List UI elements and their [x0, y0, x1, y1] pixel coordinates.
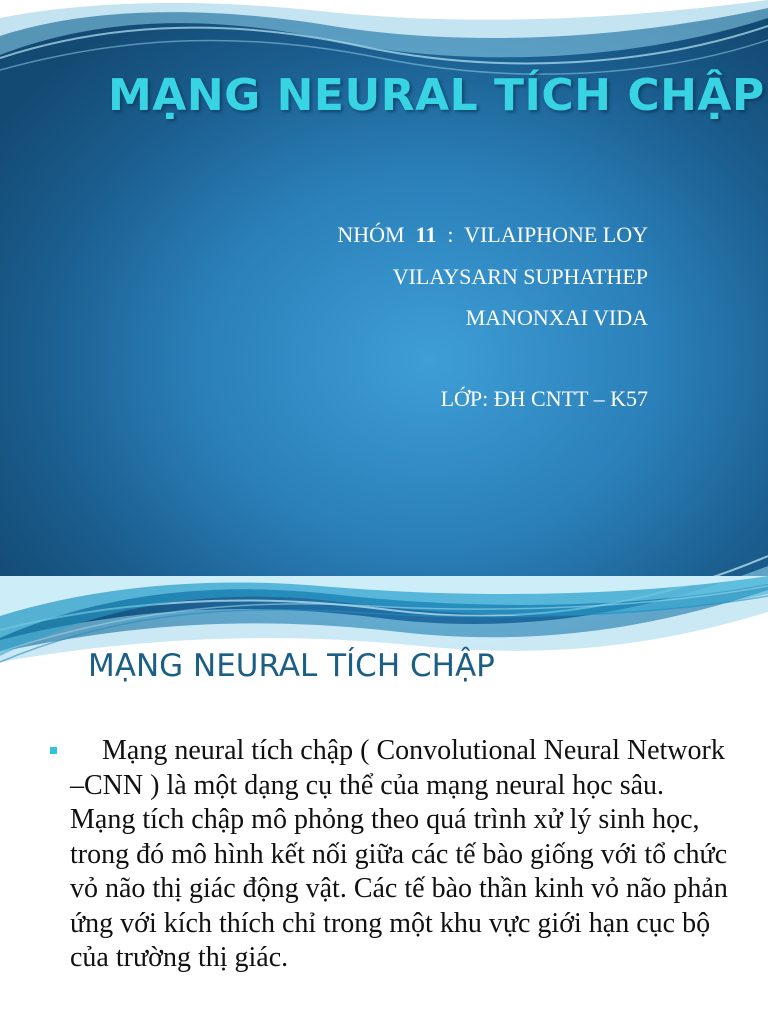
bullet-paragraph	[70, 734, 730, 976]
member-name: VILAYSARN SUPHATHEP	[392, 264, 648, 289]
group-line	[337, 222, 648, 248]
class-line: LỚP: ĐH CNTT – K57	[440, 386, 648, 411]
content-slide	[0, 576, 768, 1024]
slide-title: MẠNG NEURAL TÍCH CHẬP	[108, 70, 765, 121]
group-separator: :	[447, 222, 454, 247]
bullet-icon	[50, 747, 57, 754]
member-name: MANONXAI VIDA	[465, 305, 648, 330]
member-name: VILAIPHONE LOY	[464, 222, 648, 247]
slide-heading: MẠNG NEURAL TÍCH CHẬP	[88, 648, 495, 684]
group-label: NHÓM	[337, 222, 405, 247]
bullet-text: Mạng neural tích chập ( Convolutional Neural Network –CNN ) là một dạng cụ thể của mạng neural học sâu. Mạng tích chập mô phỏng theo quá trình xử lý sinh học, trong đó mô hình kết nối giữa các tế bào giống với tổ chức vỏ não thị giác động vật. Các tế bào thần kinh vỏ não phản ứng với kích thích chỉ trong một khu vực giới hạn cục bộ của trường thị giác.	[70, 735, 728, 973]
group-number: 11	[415, 222, 437, 247]
